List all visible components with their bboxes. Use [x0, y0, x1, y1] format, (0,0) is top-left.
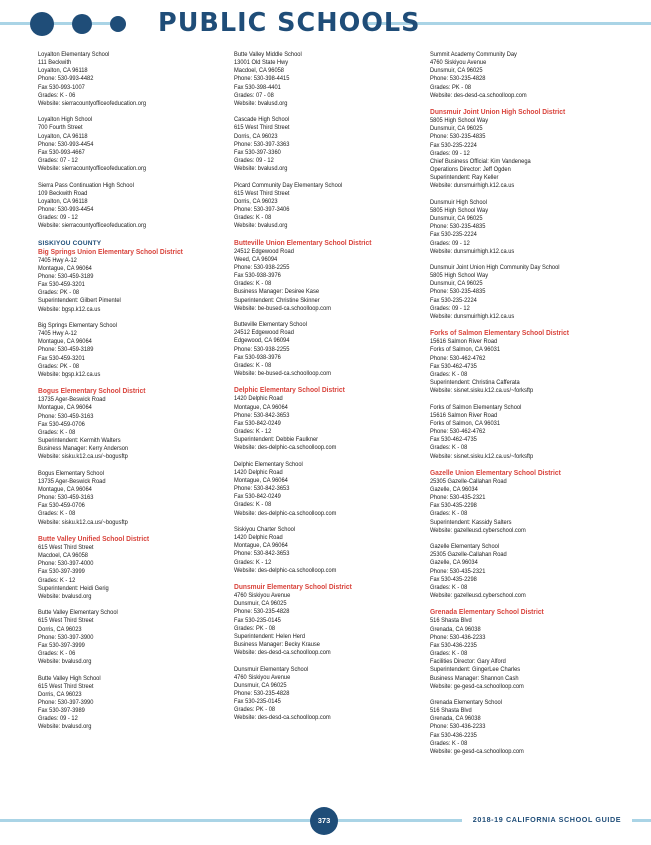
entry-line: Montague, CA 96064: [38, 264, 92, 272]
entry-line: Bogus Elementary School: [38, 469, 104, 477]
district-heading: Gazelle Union Elementary School District: [430, 468, 561, 477]
entry-line: Superintendent: Heidi Gerig: [38, 584, 109, 592]
entry-line: Grades: PK - 08: [38, 362, 80, 370]
entry-line: Dunsmuir Joint Union High Community Day School: [430, 264, 560, 271]
entry-line: Dunsmuir, CA 96025: [234, 600, 287, 608]
directory-column-2: [234, 51, 422, 731]
entry-line: Dunsmuir High School: [430, 198, 488, 206]
entry-line: Loyalton, CA 96118: [38, 67, 88, 75]
school-entry: [430, 543, 607, 600]
entry-line: Sierra Pass Continuation High School: [38, 181, 134, 189]
entry-line: Phone: 530-397-3363: [234, 140, 290, 148]
entry-line: Fax 530-459-3201: [38, 281, 85, 289]
entry-line: 615 West Third Street: [38, 682, 94, 690]
entry-line: Website: sierracountyofficeofeducation.org: [38, 165, 147, 173]
entry-line: 516 Shasta Blvd: [430, 707, 472, 715]
entry-line: Montague, CA 96064: [234, 477, 288, 484]
school-entry: [234, 461, 411, 518]
school-entry: [234, 116, 411, 173]
entry-line: Fax 530-235-0145: [234, 698, 281, 706]
entry-line: 7405 Hwy A-12: [38, 330, 77, 338]
entry-line: Website: ge-gesd-ca.schoolloop.com: [430, 682, 524, 690]
entry-line: Superintendent: Ray Keller: [430, 174, 499, 182]
entry-line: Montague, CA 96064: [234, 542, 288, 550]
entry-line: Business Manager: Becky Krause: [234, 641, 320, 649]
directory-column-1: [38, 51, 226, 740]
entry-line: Phone: 530-938-2255: [234, 345, 290, 353]
school-entry: [430, 51, 607, 100]
entry-line: Butte Valley Elementary School: [38, 609, 118, 617]
entry-line: Butteville Elementary School: [234, 321, 307, 329]
entry-line: Website: gazelleusd.cyberschool.com: [430, 592, 526, 600]
entry-line: Loyalton Elementary School: [38, 51, 110, 58]
entry-line: Phone: 530-235-4835: [430, 133, 486, 141]
entry-line: Phone: 530-938-2255: [234, 264, 290, 271]
entry-line: Fax 530-435-2298: [430, 575, 477, 583]
entry-line: 4760 Siskiyou Avenue: [430, 59, 487, 67]
entry-line: 13001 Old State Hwy: [234, 59, 289, 67]
entry-line: Fax 530-397-3999: [38, 641, 85, 649]
entry-line: Phone: 530-235-4828: [234, 608, 290, 616]
entry-line: Grades: K - 08: [234, 214, 272, 222]
entry-line: Fax 530-993-1007: [38, 83, 85, 91]
entry-line: 25305 Gazelle-Callahan Road: [430, 477, 507, 485]
entry-line: 25305 Gazelle-Callahan Road: [430, 551, 507, 559]
page-title: PUBLIC SCHOOLS: [158, 8, 421, 38]
entry-line: 516 Shasta Blvd: [430, 617, 472, 625]
entry-line: Phone: 530-842-3653: [234, 550, 290, 558]
entry-line: 13735 Ager-Beswick Road: [38, 477, 106, 485]
entry-line: Grenada, CA 96038: [430, 715, 481, 723]
entry-line: Delphic Elementary School: [234, 460, 303, 468]
entry-line: Grades: K - 06: [38, 650, 76, 658]
entry-line: Facilities Director: Gary Alford: [430, 658, 506, 666]
entry-line: Dorris, CA 96023: [38, 625, 82, 633]
entry-line: Macdoel, CA 96058: [38, 552, 88, 560]
school-entry: [430, 117, 607, 190]
entry-line: Superintendent: GingerLee Charles: [430, 666, 521, 674]
entry-line: Website: des-desd-ca.schoolloop.com: [234, 649, 331, 657]
school-entry: [234, 526, 411, 575]
entry-line: Website: dunsmuirhigh.k12.ca.us: [430, 312, 515, 320]
entry-line: Grades: K - 08: [430, 444, 468, 452]
entry-line: Fax 530-842-0249: [234, 493, 281, 501]
entry-line: Website: des-delphic-ca.schoolloop.com: [234, 509, 337, 517]
entry-line: Website: sierracountyofficeofeducation.org: [38, 99, 147, 107]
entry-line: Dunsmuir Elementary School: [234, 665, 309, 673]
page-header: [0, 0, 651, 50]
entry-line: Phone: 530-397-3406: [234, 206, 290, 214]
entry-line: 24512 Edgewood Road: [234, 329, 294, 337]
entry-line: Phone: 530-397-4000: [38, 560, 94, 568]
entry-line: Grades: 09 - 12: [234, 157, 274, 165]
guide-title: 2018-19 CALIFORNIA SCHOOL GUIDE: [462, 815, 632, 825]
district-heading: Delphic Elementary School District: [234, 386, 345, 395]
entry-line: Website: dunsmuirhigh.k12.ca.us: [430, 182, 515, 190]
entry-line: Website: bgsp.k12.ca.us: [38, 370, 101, 378]
entry-line: 24512 Edgewood Road: [234, 247, 294, 255]
district-heading: Bogus Elementary School District: [38, 387, 146, 396]
entry-line: Website: sisku.k12.ca.us/~bogusftp: [38, 453, 128, 461]
entry-line: 615 West Third Street: [234, 124, 290, 132]
entry-line: Website: bvalusd.org: [38, 658, 92, 666]
entry-line: Business Manager: Kerry Anderson: [38, 445, 129, 453]
entry-line: Grades: PK - 08: [234, 624, 276, 632]
school-entry: [38, 544, 215, 601]
school-entry: [430, 617, 607, 690]
entry-line: Operations Director: Jeff Ogden: [430, 166, 511, 174]
entry-line: Montague, CA 96064: [38, 338, 92, 346]
entry-line: 4760 Siskiyou Avenue: [234, 673, 291, 681]
school-entry: [234, 592, 411, 657]
entry-line: Montague, CA 96064: [234, 403, 288, 411]
entry-line: 1420 Delphic Road: [234, 468, 283, 476]
entry-line: Dorris, CA 96023: [38, 690, 82, 698]
small-dot-icon: [110, 16, 126, 32]
entry-line: Fax 530-842-0249: [234, 419, 281, 427]
entry-line: Grades: K - 08: [430, 583, 468, 591]
entry-line: 4760 Siskiyou Avenue: [234, 592, 291, 600]
entry-line: Grades: 09 - 12: [430, 304, 470, 312]
county-heading: SISKIYOU COUNTY: [38, 239, 102, 247]
entry-line: Phone: 530-435-2321: [430, 494, 486, 502]
entry-line: Gazelle Elementary School: [430, 543, 500, 551]
entry-line: 15616 Salmon River Road: [430, 411, 498, 419]
entry-line: Phone: 530-397-3900: [38, 633, 94, 641]
entry-line: Website: des-delphic-ca.schoolloop.com: [234, 444, 337, 452]
entry-line: Website: ge-gesd-ca.schoolloop.com: [430, 747, 524, 755]
entry-line: Website: sisnet.sisku.k12.ca.us/~forksftp: [430, 387, 534, 395]
entry-line: Grenada Elementary School: [430, 699, 502, 706]
school-entry: [38, 51, 215, 108]
entry-line: Phone: 530-459-3189: [38, 273, 94, 280]
entry-line: 5805 High School Way: [430, 117, 489, 125]
directory-column-3: [430, 51, 618, 764]
school-entry: [234, 321, 411, 378]
entry-line: Fax 530-435-2298: [430, 502, 477, 510]
entry-line: Website: gazelleusd.cyberschool.com: [430, 526, 526, 534]
entry-line: Grades: 09 - 12: [38, 715, 78, 723]
school-entry: [38, 182, 215, 231]
header-rule-segment: [53, 22, 72, 25]
entry-line: Fax 530-397-3989: [38, 707, 85, 715]
entry-line: Chief Business Official: Kim Vandenega: [430, 157, 531, 165]
entry-line: Macdoel, CA 96058: [234, 67, 284, 75]
school-entry: [430, 199, 607, 256]
entry-line: Fax 530-459-0706: [38, 502, 85, 510]
entry-line: Phone: 530-459-3189: [38, 346, 94, 354]
district-heading: Butte Valley Unified School District: [38, 534, 150, 543]
entry-line: Phone: 530-842-3653: [234, 411, 290, 419]
entry-line: Forks of Salmon Elementary School: [430, 403, 522, 411]
school-entry: [430, 699, 607, 756]
school-entry: [38, 470, 215, 527]
entry-line: Cascade High School: [234, 116, 290, 124]
entry-line: Phone: 530-235-4828: [234, 690, 290, 697]
entry-line: Fax 530-398-4401: [234, 83, 281, 91]
header-rule-segment: [92, 22, 110, 25]
school-entry: [430, 404, 607, 461]
entry-line: Fax 530-462-4735: [430, 436, 477, 444]
entry-line: 15616 Salmon River Road: [430, 338, 498, 346]
entry-line: Fax 530-459-3201: [38, 354, 85, 362]
entry-line: Fax 530-235-2224: [430, 231, 477, 239]
entry-line: Loyalton, CA 96118: [38, 197, 88, 205]
school-entry: [430, 338, 607, 395]
entry-line: Montague, CA 96064: [38, 486, 92, 493]
entry-line: Phone: 530-436-2233: [430, 633, 486, 641]
entry-line: Website: be-bused-ca.schoolloop.com: [234, 304, 332, 312]
entry-line: Grades: K - 12: [234, 428, 272, 436]
district-heading: Dunsmuir Elementary School District: [234, 583, 352, 592]
entry-line: Phone: 530-462-4762: [430, 354, 486, 362]
entry-line: Grades: 07 - 12: [38, 157, 78, 165]
entry-line: Website: bvalusd.org: [234, 222, 288, 230]
entry-line: Phone: 530-462-4762: [430, 428, 486, 436]
district-heading: Forks of Salmon Elementary School District: [430, 329, 569, 338]
district-heading: Butteville Union Elementary School District: [234, 238, 372, 247]
entry-line: Summit Academy Community Day: [430, 51, 517, 58]
entry-line: Grades: K - 08: [234, 501, 272, 509]
entry-line: Grades: 09 - 12: [430, 149, 470, 157]
entry-line: Fax 530-436-2235: [430, 641, 477, 649]
entry-line: Fax 530-993-4667: [38, 148, 85, 156]
entry-line: Weed, CA 96094: [234, 255, 278, 263]
district-heading: Big Springs Union Elementary School District: [38, 247, 183, 256]
entry-line: Business Manager: Shannon Cash: [430, 674, 519, 682]
entry-line: Edgewood, CA 96094: [234, 337, 290, 345]
entry-line: Loyalton High School: [38, 116, 93, 124]
entry-line: Website: dunsmuirhigh.k12.ca.us: [430, 247, 515, 255]
entry-line: Grades: K - 08: [38, 428, 76, 436]
entry-line: Phone: 530-235-4828: [430, 75, 486, 83]
entry-line: Website: be-bused-ca.schoolloop.com: [234, 370, 332, 378]
school-entry: [430, 264, 607, 321]
entry-line: Fax 530-397-3999: [38, 568, 85, 576]
entry-line: Grenada, CA 96038: [430, 625, 481, 633]
entry-line: Superintendent: Kassidy Salters: [430, 518, 512, 526]
entry-line: Fax 530-436-2235: [430, 731, 477, 739]
school-entry: [38, 116, 215, 173]
entry-line: Website: des-delphic-ca.schoolloop.com: [234, 566, 337, 574]
entry-line: Grades: K - 06: [38, 91, 76, 99]
entry-line: Website: des-desd-ca.schoolloop.com: [234, 714, 331, 722]
school-entry: [234, 395, 411, 452]
entry-line: 615 West Third Street: [234, 189, 290, 197]
entry-line: Fax 530-235-2224: [430, 296, 477, 304]
entry-line: 700 Fourth Street: [38, 124, 83, 132]
entry-line: Fax 530-459-0706: [38, 420, 85, 428]
entry-line: 615 West Third Street: [38, 543, 94, 551]
entry-line: Superintendent: Gilbert Pimentel: [38, 297, 121, 305]
entry-line: Website: bvalusd.org: [234, 165, 288, 173]
entry-line: Website: bvalusd.org: [38, 723, 92, 731]
entry-line: Grades: K - 12: [234, 558, 272, 566]
entry-line: Superintendent: Helen Herd: [234, 632, 306, 640]
entry-line: Fax 530-462-4735: [430, 362, 477, 370]
entry-line: Phone: 530-398-4415: [234, 75, 290, 83]
entry-line: Phone: 530-842-3653: [234, 485, 290, 493]
school-entry: [38, 396, 215, 461]
school-entry: [234, 182, 411, 231]
school-entry: [430, 478, 607, 535]
entry-line: Butte Valley Middle School: [234, 51, 302, 58]
entry-line: Website: bvalusd.org: [234, 99, 288, 107]
large-dot-icon: [30, 12, 54, 36]
entry-line: 7405 Hwy A-12: [38, 256, 77, 264]
entry-line: Dunsmuir, CA 96025: [234, 681, 287, 689]
entry-line: Gazelle, CA 96034: [430, 559, 478, 567]
entry-line: Phone: 530-235-4835: [430, 288, 486, 296]
entry-line: Phone: 530-993-4454: [38, 140, 94, 148]
entry-line: Superintendent: Christine Skinner: [234, 296, 320, 304]
school-entry: [234, 666, 411, 723]
entry-line: 13735 Ager-Beswick Road: [38, 396, 106, 404]
entry-line: Fax 530-235-0145: [234, 616, 281, 624]
entry-line: Phone: 530-397-3990: [38, 699, 94, 706]
school-entry: [38, 322, 215, 379]
entry-line: Fax 530-938-3976: [234, 353, 281, 361]
entry-line: Grades: PK - 08: [430, 83, 472, 91]
entry-line: Grades: K - 08: [234, 361, 272, 369]
entry-line: Business Manager: Desiree Kase: [234, 288, 320, 296]
entry-line: Forks of Salmon, CA 96031: [430, 419, 501, 427]
school-entry: [38, 257, 215, 314]
entry-line: Grades: K - 12: [38, 576, 76, 584]
entry-line: Fax 530-235-2224: [430, 141, 477, 149]
entry-line: Grades: K - 08: [430, 370, 468, 378]
entry-line: Grades: 09 - 12: [38, 214, 78, 222]
entry-line: Phone: 530-435-2321: [430, 567, 486, 575]
entry-line: Website: bgsp.k12.ca.us: [38, 305, 101, 313]
entry-line: Website: des-desd-ca.schoolloop.com: [430, 91, 527, 99]
entry-line: Grades: 07 - 08: [234, 91, 274, 99]
entry-line: Website: bvalusd.org: [38, 592, 92, 600]
page-number: 373: [317, 816, 331, 825]
entry-line: 615 West Third Street: [38, 617, 94, 625]
entry-line: 5805 High School Way: [430, 206, 489, 214]
school-entry: [234, 51, 411, 108]
school-entry: [234, 248, 411, 313]
entry-line: Dunsmuir, CA 96025: [430, 215, 483, 223]
entry-line: Picard Community Day Elementary School: [234, 181, 343, 189]
entry-line: Grades: PK - 08: [38, 289, 80, 297]
entry-line: 109 Beckwith Road: [38, 189, 88, 197]
entry-line: Website: sisnet.sisku.k12.ca.us/~forksftp: [430, 452, 534, 460]
entry-line: Grades: K - 08: [38, 510, 76, 518]
entry-line: Dunsmuir, CA 96025: [430, 125, 483, 133]
entry-line: 1420 Delphic Road: [234, 534, 283, 542]
entry-line: Grades: K - 08: [430, 739, 468, 747]
entry-line: Phone: 530-459-3163: [38, 412, 94, 420]
entry-line: Big Springs Elementary School: [38, 321, 117, 329]
entry-line: Butte Valley High School: [38, 674, 101, 682]
entry-line: 1420 Delphic Road: [234, 395, 283, 403]
entry-line: Grades: K - 08: [430, 650, 468, 658]
entry-line: Loyalton, CA 96118: [38, 132, 88, 140]
entry-line: Dorris, CA 96023: [234, 132, 278, 140]
entry-line: Phone: 530-459-3163: [38, 494, 94, 502]
entry-line: Superintendent: Christina Cafferata: [430, 379, 520, 387]
entry-line: Dorris, CA 96023: [234, 197, 278, 205]
entry-line: Siskiyou Charter School: [234, 525, 296, 533]
district-heading: Grenada Elementary School District: [430, 608, 544, 617]
entry-line: Superintendent: Debbie Faulkner: [234, 436, 319, 444]
entry-line: Forks of Salmon, CA 96031: [430, 346, 501, 354]
entry-line: Dunsmuir, CA 96025: [430, 280, 483, 288]
entry-line: Phone: 530-436-2233: [430, 723, 486, 731]
entry-line: Dunsmuir, CA 96025: [430, 67, 483, 75]
entry-line: Grades: 09 - 12: [430, 239, 470, 247]
entry-line: Fax 530-397-3360: [234, 148, 281, 156]
district-heading: Dunsmuir Joint Union High School District: [430, 108, 566, 117]
entry-line: Grades: K - 08: [430, 510, 468, 518]
school-entry: [38, 609, 215, 666]
medium-dot-icon: [72, 14, 92, 34]
school-entry: [38, 675, 215, 732]
entry-line: Grades: K - 08: [234, 280, 272, 288]
entry-line: Phone: 530-993-4482: [38, 75, 94, 83]
entry-line: Phone: 530-993-4454: [38, 206, 94, 214]
entry-line: Montague, CA 96064: [38, 404, 92, 412]
entry-line: Phone: 530-235-4835: [430, 223, 486, 231]
entry-line: Fax 530-938-3976: [234, 272, 281, 280]
entry-line: 5805 High School Way: [430, 272, 489, 280]
entry-line: Gazelle, CA 96034: [430, 486, 478, 493]
entry-line: Superintendent: Kermith Walters: [38, 437, 121, 445]
entry-line: Website: sisku.k12.ca.us/~bogusftp: [38, 518, 128, 526]
entry-line: Website: sierracountyofficeofeducation.org: [38, 222, 147, 230]
entry-line: Grades: PK - 08: [234, 706, 276, 714]
entry-line: 111 Beckwith: [38, 59, 72, 67]
